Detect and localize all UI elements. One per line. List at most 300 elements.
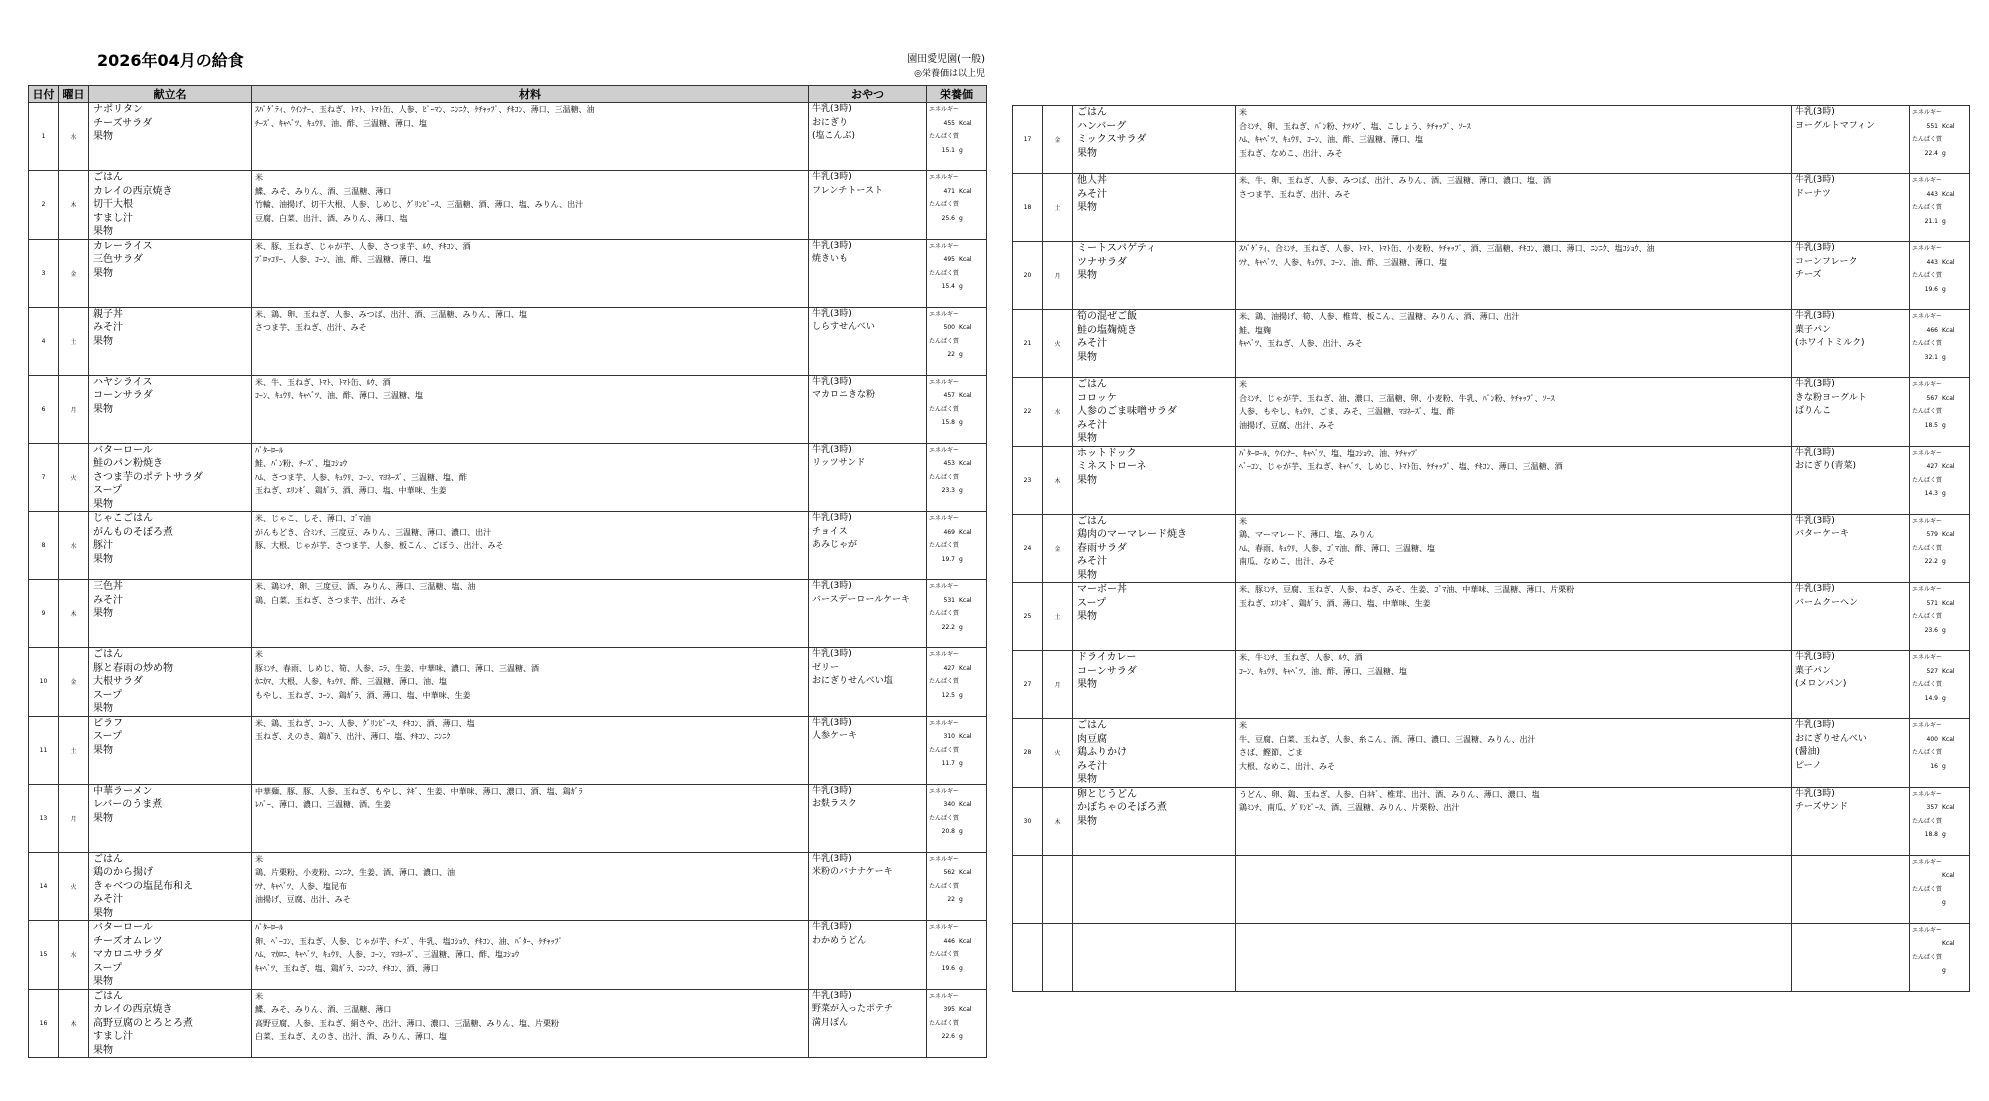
weekday-cell: 木 bbox=[59, 171, 89, 240]
nutrition-cell bbox=[927, 784, 987, 852]
energy-label: エネルギー bbox=[929, 242, 960, 250]
energy-row bbox=[929, 253, 986, 267]
snack-line: チーズ bbox=[1795, 270, 1822, 280]
energy-row bbox=[929, 866, 986, 880]
energy-row bbox=[1912, 597, 1969, 611]
ingredient-line: ﾊﾞﾀｰﾛｰﾙ、ｳｲﾝﾅｰ、ｷｬﾍﾞﾂ、塩、塩ｺｼｮｳ、油、ｹﾁｬｯﾌﾟ bbox=[1239, 448, 1419, 458]
energy-unit: Kcal bbox=[959, 119, 972, 127]
menu-item: 果物 bbox=[93, 403, 113, 415]
menu-cell bbox=[89, 239, 252, 307]
day-cell: 21 bbox=[1013, 310, 1043, 378]
nutrition-cell bbox=[1910, 719, 1970, 788]
menu-item: 豚と春雨の炒め物 bbox=[93, 662, 173, 674]
menu-item: みそ汁 bbox=[1077, 760, 1107, 772]
snack-cell bbox=[1792, 242, 1910, 310]
menu-item: みそ汁 bbox=[93, 322, 123, 333]
energy-value: 571 bbox=[1926, 599, 1938, 607]
snack-cell bbox=[1792, 651, 1910, 719]
menu-item: じゃこごはん bbox=[93, 513, 153, 524]
nutrition-cell bbox=[1910, 514, 1970, 583]
snack-line: 焼きいも bbox=[812, 254, 849, 264]
protein-row bbox=[929, 621, 986, 635]
protein-label: たんぱく質 bbox=[929, 269, 960, 277]
ingredient-line: 米 bbox=[255, 173, 263, 182]
menu-item: 果物 bbox=[93, 608, 113, 619]
ingredient-line: 米、牛、卵、玉ねぎ、人参、みつば、出汁、みりん、酒、三温糖、薄口、濃口、塩、酒 bbox=[1239, 176, 1551, 185]
menu-cell bbox=[1073, 242, 1236, 310]
protein-value: 22 bbox=[947, 351, 955, 358]
snack-line: きな粉ヨーグルト bbox=[1795, 392, 1867, 403]
weekday-cell: 火 bbox=[1043, 310, 1073, 378]
table-row bbox=[29, 307, 987, 375]
energy-label: エネルギー bbox=[1912, 858, 1943, 866]
ingredient-line: 鶏、白菜、玉ねぎ、さつま芋、出汁、みそ bbox=[255, 595, 407, 605]
energy-unit: Kcal bbox=[1942, 531, 1955, 538]
energy-unit: Kcal bbox=[959, 324, 972, 331]
day-cell: 2 bbox=[29, 171, 59, 240]
weekday-cell: 木 bbox=[1043, 446, 1073, 514]
protein-unit: g bbox=[1942, 831, 1946, 838]
menu-cell bbox=[89, 648, 252, 717]
ingredient-line: 豆腐、白菜、出汁、酒、みりん、薄口、塩 bbox=[255, 213, 408, 223]
ingredient-line: ｶﾆｶﾏ、大根、人参、ｷｭｳﾘ、酢、三温糖、薄口、油、塩 bbox=[255, 677, 447, 686]
snack-line: 人参ケーキ bbox=[812, 731, 858, 741]
menu-item: みそ汁 bbox=[93, 594, 123, 606]
energy-unit: Kcal bbox=[1942, 394, 1955, 402]
snack-cell bbox=[809, 852, 927, 921]
protein-unit: g bbox=[1942, 694, 1946, 702]
protein-row bbox=[1912, 555, 1969, 569]
nutrition-cell bbox=[927, 171, 987, 240]
energy-unit: Kcal bbox=[959, 664, 972, 672]
protein-value: 19.7 bbox=[941, 555, 955, 563]
protein-label: たんぱく質 bbox=[929, 746, 960, 754]
energy-unit: Kcal bbox=[959, 869, 972, 876]
snack-line: コーンフレーク bbox=[1795, 256, 1858, 267]
snack-cell bbox=[1792, 923, 1910, 991]
table-row bbox=[1013, 106, 1970, 174]
snack-cell bbox=[1792, 174, 1910, 242]
ingredients-cell bbox=[252, 512, 809, 580]
table-row bbox=[29, 103, 987, 171]
column-header-day: 日付 bbox=[29, 86, 59, 103]
energy-value: 466 bbox=[1926, 326, 1938, 334]
protein-unit: g bbox=[1942, 558, 1946, 565]
menu-cell bbox=[1073, 106, 1236, 174]
menu-cell bbox=[89, 443, 252, 512]
snack-cell bbox=[809, 512, 927, 580]
menu-item: 果物 bbox=[93, 907, 113, 919]
protein-unit: g bbox=[959, 351, 963, 358]
day-cell: 8 bbox=[29, 512, 59, 580]
snack-line: 牛乳(3時) bbox=[812, 785, 852, 796]
menu-item: ごはん bbox=[93, 172, 123, 183]
menu-item: 果物 bbox=[1077, 474, 1097, 486]
day-cell: 28 bbox=[1013, 719, 1043, 788]
energy-value: 427 bbox=[1926, 463, 1938, 470]
ingredients-cell bbox=[1236, 310, 1792, 378]
protein-label: たんぱく質 bbox=[929, 814, 960, 822]
energy-row bbox=[1912, 665, 1969, 679]
column-header-nutrition: 栄養価 bbox=[927, 86, 987, 103]
menu-item: 筍の混ぜご飯 bbox=[1077, 311, 1137, 322]
energy-value: 443 bbox=[1926, 190, 1938, 198]
energy-value: 357 bbox=[1926, 804, 1938, 811]
ingredient-line: 玉ねぎ、えのき、鶏ｶﾞﾗ、出汁、薄口、塩、ﾁｷｺﾝ、ﾆﾝﾆｸ bbox=[255, 732, 451, 741]
protein-row bbox=[929, 212, 986, 226]
menu-cell bbox=[89, 852, 252, 921]
energy-label: エネルギー bbox=[929, 446, 960, 454]
ingredient-line: 玉ねぎ、なめこ、出汁、みそ bbox=[1239, 148, 1343, 158]
snack-line: 牛乳(3時) bbox=[812, 308, 852, 319]
weekday-cell: 火 bbox=[59, 852, 89, 921]
menu-item: 果物 bbox=[1077, 774, 1097, 785]
snack-line: 菓子パン bbox=[1795, 324, 1832, 335]
protein-row bbox=[1912, 624, 1969, 638]
menu-item: 三色丼 bbox=[93, 581, 123, 592]
energy-value: 427 bbox=[943, 664, 955, 672]
ingredient-line: 鶏ﾐﾝﾁ、南瓜、ｸﾞﾘﾝﾋﾟｰｽ、酒、三温糖、みりん、片栗粉、出汁 bbox=[1239, 803, 1460, 812]
menu-item: チーズサラダ bbox=[93, 117, 153, 129]
table-row bbox=[1013, 855, 1970, 923]
menu-item: 果物 bbox=[1077, 815, 1097, 827]
snack-line: 牛乳(3時) bbox=[1795, 584, 1835, 594]
table-row bbox=[29, 443, 987, 512]
menu-item: かぼちゃのそぼろ煮 bbox=[1077, 802, 1167, 813]
energy-unit: Kcal bbox=[959, 187, 972, 195]
nutrition-cell bbox=[927, 852, 987, 921]
energy-value: 469 bbox=[943, 528, 955, 536]
nutrition-cell bbox=[927, 648, 987, 717]
menu-item: 春雨サラダ bbox=[1077, 542, 1127, 554]
energy-value: 455 bbox=[943, 119, 955, 127]
menu-item: ミネストローネ bbox=[1077, 461, 1147, 472]
menu-item: 大根サラダ bbox=[93, 676, 143, 687]
menu-cell bbox=[1073, 787, 1236, 855]
energy-label: エネルギー bbox=[1912, 517, 1943, 525]
menu-item: ごはん bbox=[1077, 720, 1107, 731]
day-cell: 23 bbox=[1013, 446, 1043, 514]
page-title: 2026年04月の給食 bbox=[97, 51, 244, 70]
protein-unit: g bbox=[1942, 149, 1946, 157]
ingredient-line: 竹輪、油揚げ、切干大根、人参、しめじ、ｸﾞﾘﾝﾋﾟｰｽ、三温糖、酒、薄口、塩、みりん、出汁 bbox=[255, 200, 584, 209]
protein-unit: g bbox=[959, 896, 963, 903]
menu-item: 中華ラーメン bbox=[93, 785, 153, 797]
energy-row bbox=[929, 594, 986, 608]
energy-unit: Kcal bbox=[959, 733, 972, 740]
day-cell: 30 bbox=[1013, 787, 1043, 855]
school-name: 園田愛児園(一般) bbox=[907, 54, 985, 65]
protein-value: 15.8 bbox=[941, 419, 955, 426]
energy-value: 579 bbox=[1926, 531, 1938, 538]
energy-row bbox=[1912, 120, 1969, 134]
day-cell: 1 bbox=[29, 103, 59, 171]
snack-line: ヨーグルトマフィン bbox=[1795, 120, 1876, 131]
menu-item: ごはん bbox=[1077, 107, 1107, 118]
protein-value: 18.8 bbox=[1924, 831, 1938, 838]
ingredient-line: ﾂﾅ、ｷｬﾍﾞﾂ、人参、塩昆布 bbox=[255, 881, 347, 891]
menu-cell bbox=[89, 512, 252, 580]
menu-table-left bbox=[28, 85, 987, 1058]
protein-label: たんぱく質 bbox=[929, 678, 960, 685]
protein-row bbox=[929, 1030, 986, 1044]
protein-unit: g bbox=[959, 760, 963, 767]
energy-row bbox=[929, 662, 986, 676]
weekday-cell: 月 bbox=[1043, 651, 1073, 719]
menu-item: 果物 bbox=[1077, 147, 1097, 159]
protein-label: たんぱく質 bbox=[929, 951, 960, 958]
energy-row bbox=[929, 526, 986, 540]
energy-row bbox=[929, 798, 986, 812]
snack-line: 牛乳(3時) bbox=[812, 240, 852, 251]
ingredient-line: 南瓜、なめこ、出汁、みそ bbox=[1239, 557, 1335, 566]
protein-row bbox=[1912, 419, 1969, 433]
nutrition-cell bbox=[927, 512, 987, 580]
energy-label: エネルギー bbox=[929, 515, 960, 522]
energy-value: 471 bbox=[943, 187, 955, 195]
snack-line: 牛乳(3時) bbox=[1795, 175, 1835, 185]
day-cell: 18 bbox=[1013, 174, 1043, 242]
ingredients-cell bbox=[252, 716, 809, 784]
snack-cell bbox=[809, 307, 927, 375]
table-row bbox=[29, 648, 987, 717]
protein-row bbox=[1912, 283, 1969, 297]
energy-unit: Kcal bbox=[1942, 872, 1955, 879]
menu-item: 果物 bbox=[93, 703, 113, 714]
energy-row bbox=[1912, 869, 1969, 883]
protein-row bbox=[929, 553, 986, 567]
weekday-cell: 水 bbox=[59, 512, 89, 580]
snack-line: あみじゃが bbox=[812, 540, 858, 550]
energy-row bbox=[929, 185, 986, 199]
menu-item: 鮭のパン粉焼き bbox=[93, 458, 163, 469]
protein-row bbox=[929, 280, 986, 294]
energy-label: エネルギー bbox=[1912, 654, 1943, 661]
menu-cell bbox=[1073, 583, 1236, 651]
weekday-cell: 金 bbox=[59, 648, 89, 717]
snack-line: 牛乳(3時) bbox=[1795, 515, 1835, 526]
menu-item: 果物 bbox=[1077, 569, 1097, 581]
nutrition-cell bbox=[927, 239, 987, 307]
protein-unit: g bbox=[959, 146, 963, 154]
snack-line: 牛乳(3時) bbox=[812, 853, 852, 864]
menu-item: ハンバーグ bbox=[1077, 120, 1127, 132]
table-row bbox=[29, 989, 987, 1058]
snack-line: バースデーロールケーキ bbox=[812, 594, 911, 605]
ingredients-cell bbox=[1236, 719, 1792, 788]
menu-item: スープ bbox=[93, 731, 122, 742]
nutrition-cell bbox=[1910, 923, 1970, 991]
energy-label: エネルギー bbox=[1912, 926, 1943, 934]
column-header-ingredients: 材料 bbox=[252, 86, 809, 103]
energy-value: 453 bbox=[943, 460, 955, 467]
snack-line: 牛乳(3時) bbox=[812, 717, 852, 728]
snack-line: ゼリー bbox=[812, 662, 840, 673]
ingredient-line: 鰈、みそ、みりん、酒、三温糖、薄口 bbox=[255, 186, 392, 196]
energy-label: エネルギー bbox=[929, 106, 960, 113]
snack-cell bbox=[809, 171, 927, 240]
ingredient-line: 高野豆腐、人参、玉ねぎ、絹さや、出汁、薄口、濃口、三温糖、みりん、塩、片栗粉 bbox=[255, 1018, 559, 1028]
ingredients-cell bbox=[1236, 923, 1792, 991]
snack-line: おにぎり(青菜) bbox=[1795, 461, 1857, 471]
table-row bbox=[1013, 446, 1970, 514]
menu-item: チーズオムレツ bbox=[93, 935, 163, 947]
ingredient-line: ﾊﾑ、春雨、ｷｭｳﾘ、人参、ｺﾞﾏ油、酢、薄口、三温糖、塩 bbox=[1239, 543, 1435, 553]
protein-row bbox=[1912, 896, 1969, 910]
protein-unit: g bbox=[1942, 353, 1946, 361]
protein-value: 14.9 bbox=[1924, 694, 1938, 702]
column-header-dow: 曜日 bbox=[59, 86, 89, 103]
table-row bbox=[29, 512, 987, 580]
energy-label: エネルギー bbox=[929, 310, 960, 318]
energy-unit: Kcal bbox=[959, 528, 972, 536]
menu-cell bbox=[1073, 378, 1236, 447]
energy-unit: Kcal bbox=[1942, 940, 1955, 947]
table-row bbox=[1013, 651, 1970, 719]
protein-unit: g bbox=[1942, 762, 1946, 770]
ingredients-cell bbox=[1236, 651, 1792, 719]
ingredients-cell bbox=[252, 580, 809, 648]
protein-unit: g bbox=[1942, 967, 1946, 974]
menu-item: 果物 bbox=[93, 335, 113, 347]
energy-label: エネルギー bbox=[929, 992, 960, 1000]
menu-cell bbox=[1073, 310, 1236, 378]
ingredients-cell bbox=[252, 239, 809, 307]
menu-item: バターロール bbox=[93, 922, 153, 933]
energy-unit: Kcal bbox=[959, 392, 972, 399]
weekday-cell: 木 bbox=[59, 580, 89, 648]
protein-value: 25.6 bbox=[941, 214, 955, 222]
day-cell bbox=[1013, 923, 1043, 991]
nutrition-cell bbox=[1910, 446, 1970, 514]
protein-value: 22 bbox=[947, 896, 955, 903]
weekday-cell: 水 bbox=[59, 103, 89, 171]
snack-line: 牛乳(3時) bbox=[812, 581, 852, 591]
protein-label: たんぱく質 bbox=[1912, 749, 1943, 756]
snack-line: 牛乳(3時) bbox=[812, 990, 852, 1001]
ingredient-line: ｷｬﾍﾞﾂ、玉ねぎ、塩、鶏ｶﾞﾗ、ﾆﾝﾆｸ、ﾁｷｺﾝ、酒、薄口 bbox=[255, 963, 439, 973]
nutrition-note: ◎栄養価は以上児 bbox=[914, 69, 985, 79]
snack-line: マカロニきな粉 bbox=[812, 390, 876, 400]
protein-row bbox=[929, 757, 986, 771]
menu-item: 豚汁 bbox=[93, 540, 113, 551]
menu-item: 果物 bbox=[93, 553, 113, 565]
energy-unit: Kcal bbox=[1942, 804, 1955, 811]
snack-line: おにぎり bbox=[812, 117, 849, 128]
energy-value: 395 bbox=[943, 1006, 955, 1013]
protein-unit: g bbox=[959, 691, 963, 699]
column-header-snack: おやつ bbox=[809, 86, 927, 103]
snack-line: (塩こんぶ) bbox=[812, 131, 856, 141]
nutrition-cell bbox=[927, 580, 987, 648]
menu-table-right bbox=[1012, 105, 1970, 992]
weekday-cell: 土 bbox=[59, 716, 89, 784]
energy-unit: Kcal bbox=[1942, 326, 1955, 334]
day-cell: 24 bbox=[1013, 514, 1043, 583]
day-cell: 9 bbox=[29, 580, 59, 648]
snack-line: 牛乳(3時) bbox=[1795, 107, 1835, 117]
menu-cell bbox=[1073, 855, 1236, 923]
ingredients-cell bbox=[252, 443, 809, 512]
protein-value: 23.3 bbox=[941, 487, 955, 494]
menu-item: 果物 bbox=[1077, 270, 1097, 281]
menu-item: 果物 bbox=[93, 267, 113, 279]
energy-value: 567 bbox=[1926, 394, 1938, 402]
day-cell: 7 bbox=[29, 443, 59, 512]
nutrition-cell bbox=[927, 716, 987, 784]
protein-value: 22.2 bbox=[941, 623, 955, 631]
energy-row bbox=[1912, 460, 1969, 474]
snack-cell bbox=[1792, 446, 1910, 514]
energy-label: エネルギー bbox=[929, 924, 960, 931]
ingredient-line: 米、豚ﾐﾝﾁ、豆腐、玉ねぎ、人参、ねぎ、みそ、生姜、ｺﾞﾏ油、中華味、三温糖、薄口、片栗粉 bbox=[1239, 585, 1575, 594]
protein-label: たんぱく質 bbox=[1912, 817, 1943, 825]
snack-line: 牛乳(3時) bbox=[1795, 720, 1835, 730]
menu-cell bbox=[1073, 651, 1236, 719]
ingredients-cell bbox=[1236, 446, 1792, 514]
ingredients-cell bbox=[252, 852, 809, 921]
menu-item: ミートスパゲティ bbox=[1077, 243, 1157, 254]
menu-item: 果物 bbox=[93, 812, 113, 824]
menu-item: みそ汁 bbox=[1077, 419, 1107, 431]
menu-cell bbox=[89, 103, 252, 171]
snack-line: 米粉のバナナケーキ bbox=[812, 867, 893, 877]
menu-item: みそ汁 bbox=[1077, 338, 1107, 349]
ingredient-line: 白菜、玉ねぎ、えのき、出汁、酒、みりん、薄口、塩 bbox=[255, 1032, 447, 1041]
protein-value: 15.1 bbox=[941, 146, 955, 154]
menu-item: すまし汁 bbox=[93, 1031, 133, 1042]
ingredient-line: 卵、ﾍﾞｰｺﾝ、玉ねぎ、人参、じゃが芋、ﾁｰｽﾞ、牛乳、塩ｺｼｮｳ、ﾁｷｺﾝ、油、ﾊﾞﾀｰ、ｹﾁｬｯﾌﾟ bbox=[255, 936, 563, 946]
ingredient-line: 合ﾐﾝﾁ、卵、玉ねぎ、ﾊﾟﾝ粉、ﾅﾂﾒｸﾞ、塩、こしょう、ｹﾁｬｯﾌﾟ、ｿｰｽ bbox=[1239, 121, 1471, 131]
ingredient-line: 米 bbox=[255, 854, 263, 864]
menu-cell bbox=[89, 921, 252, 990]
menu-item: レバーのうま煮 bbox=[93, 799, 163, 810]
protein-label: たんぱく質 bbox=[1912, 544, 1943, 552]
nutrition-cell bbox=[1910, 855, 1970, 923]
energy-label: エネルギー bbox=[1912, 790, 1943, 798]
menu-item: 果物 bbox=[93, 1044, 113, 1056]
energy-row bbox=[929, 457, 986, 471]
ingredient-line: 豚ﾐﾝﾁ、春雨、しめじ、筍、人参、ﾆﾗ、生姜、中華味、濃口、薄口、三温糖、酒 bbox=[255, 663, 539, 673]
nutrition-cell bbox=[927, 375, 987, 443]
energy-label: エネルギー bbox=[1912, 586, 1943, 593]
protein-value: 32.1 bbox=[1924, 353, 1938, 361]
weekday-cell: 土 bbox=[1043, 174, 1073, 242]
menu-item: みそ汁 bbox=[1077, 188, 1107, 200]
energy-row bbox=[1912, 188, 1969, 202]
table-row bbox=[1013, 310, 1970, 378]
menu-item: ドライカレー bbox=[1077, 652, 1137, 663]
ingredient-line: 米、鶏、玉ねぎ、ｺｰﾝ、人参、ｸﾞﾘﾝﾋﾟｰｽ、ﾁｷｺﾝ、酒、薄口、塩 bbox=[255, 718, 475, 728]
menu-item: カレーライス bbox=[93, 240, 153, 252]
ingredient-line: 合ﾐﾝﾁ、じゃが芋、玉ねぎ、油、濃口、三温糖、卵、小麦粉、牛乳、ﾊﾟﾝ粉、ｹﾁｬｯﾌﾟ、ｿｰｽ bbox=[1239, 393, 1555, 403]
menu-item: ツナサラダ bbox=[1077, 256, 1127, 268]
energy-unit: Kcal bbox=[959, 801, 972, 808]
protein-unit: g bbox=[1942, 490, 1946, 497]
snack-line: フレンチトースト bbox=[812, 185, 883, 196]
ingredient-line: 中華麺、豚、豚、人参、玉ねぎ、もやし、ﾈｷﾞ、生姜、中華味、薄口、濃口、酒、塩、鶏ｶﾞﾗ bbox=[255, 786, 583, 796]
ingredient-line: 米 bbox=[255, 650, 263, 659]
menu-item: コロッケ bbox=[1077, 392, 1117, 404]
energy-label: エネルギー bbox=[929, 174, 960, 181]
energy-value: 562 bbox=[943, 869, 955, 876]
protein-value: 23.6 bbox=[1924, 626, 1938, 634]
menu-item: 鶏ふりかけ bbox=[1077, 747, 1127, 758]
snack-line: おにぎりせんべい塩 bbox=[812, 676, 893, 686]
snack-cell bbox=[809, 239, 927, 307]
snack-line: 満月ぽん bbox=[812, 1017, 849, 1028]
table-row bbox=[1013, 923, 1970, 991]
